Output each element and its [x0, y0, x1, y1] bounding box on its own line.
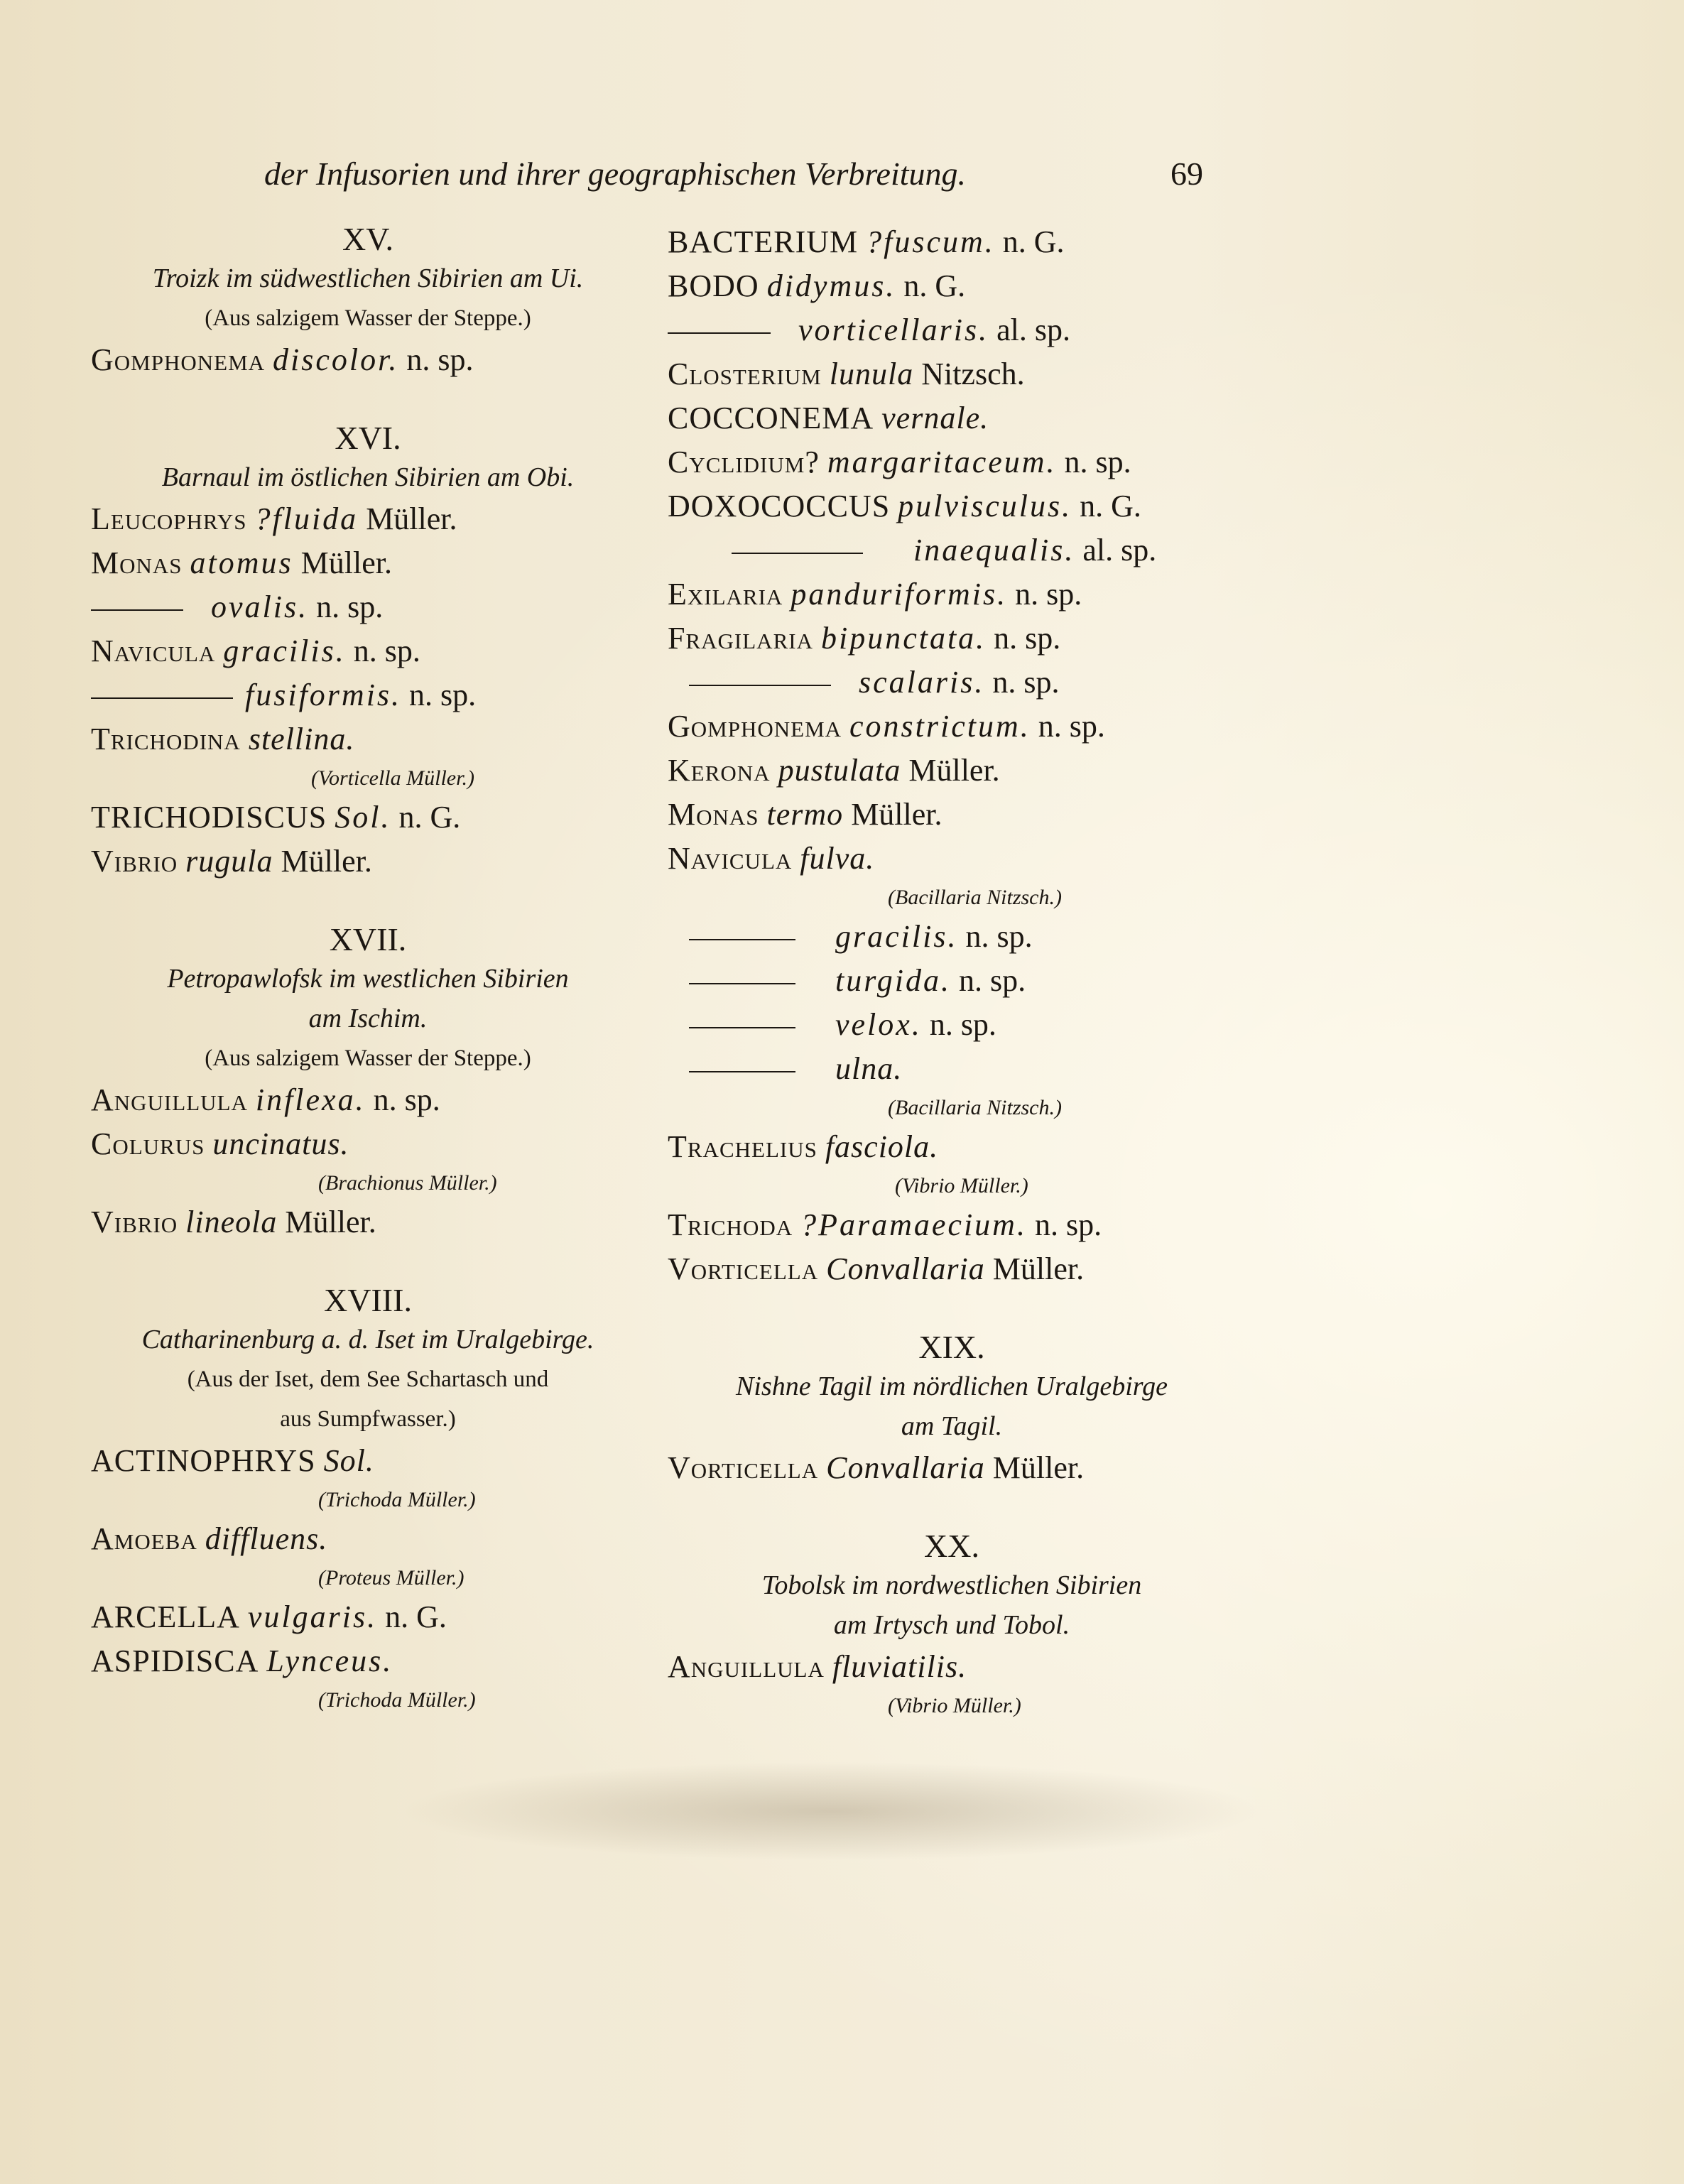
genus-name: Colurus [91, 1126, 205, 1161]
species-name: pulvisculus. [898, 489, 1072, 523]
genus-name: BODO [668, 268, 759, 303]
section-note: (Aus salzigem Wasser der Steppe.) [205, 1045, 531, 1071]
species-entry [668, 1247, 1236, 1291]
species-entry [668, 220, 1236, 264]
species-name: discolor. [273, 342, 399, 377]
species-entry [91, 1439, 645, 1483]
ditto-dash [689, 1071, 795, 1072]
authority: al. sp. [996, 313, 1070, 347]
species-name: panduriformis. [791, 577, 1008, 612]
species-name: vulgaris. [247, 1599, 378, 1634]
synonym-note: (Vorticella Müller.) [311, 766, 474, 790]
species-entry [668, 264, 1236, 308]
genus-name: Navicula [668, 841, 793, 876]
species-name: inaequalis. [913, 533, 1075, 567]
species-entry [91, 1517, 645, 1561]
species-entry [668, 1446, 1236, 1490]
genus-name: Trichodina [91, 722, 241, 756]
genus-name: BACTERIUM [668, 224, 859, 259]
authority: n. sp. [929, 1007, 996, 1042]
authority: Müller. [281, 844, 372, 879]
genus-name: Vorticella [668, 1251, 819, 1286]
authority: Müller. [366, 501, 457, 536]
species-entry [668, 484, 1236, 528]
species-entry [668, 837, 1236, 881]
section-numeral-xvi: XVI. [335, 420, 401, 456]
ditto-dash [689, 983, 795, 984]
species-name: termo [766, 797, 844, 832]
species-entry [668, 528, 1236, 572]
genus-name: ACTINOPHRYS [91, 1443, 316, 1478]
species-name: fasciola. [825, 1129, 939, 1164]
species-entry [668, 705, 1236, 749]
genus-name: Monas [91, 545, 183, 580]
authority: Müller. [300, 545, 392, 580]
authority: n. G. [903, 268, 966, 303]
species-name: Convallaria [826, 1450, 985, 1485]
synonym-note: (Vibrio Müller.) [888, 1694, 1021, 1717]
ditto-dash [91, 697, 233, 699]
ditto-dash [91, 609, 183, 611]
section-numeral-xx: XX. [924, 1528, 979, 1564]
genus-name: Cyclidium? [668, 445, 820, 479]
species-name: rugula [185, 844, 273, 879]
species-entry [91, 1200, 645, 1244]
species-name: margaritaceum. [827, 445, 1057, 479]
authority: n. sp. [1015, 577, 1082, 612]
authority: Nitzsch. [921, 357, 1025, 391]
species-entry [668, 1645, 1236, 1689]
species-name: fulva. [800, 841, 875, 876]
page-shadow [398, 1761, 1264, 1861]
species-name: vorticellaris. [798, 313, 989, 347]
species-entry [91, 673, 645, 717]
species-entry [668, 616, 1236, 661]
species-entry [668, 572, 1236, 616]
species-name: inflexa. [255, 1082, 366, 1117]
species-name: lunula [829, 357, 914, 391]
section-place: Barnaul im östlichen Sibirien am Obi. [161, 462, 575, 492]
authority: Müller. [908, 753, 1000, 788]
species-entry [668, 1047, 1236, 1091]
species-name: scalaris. [859, 665, 985, 700]
section-numeral-xvii: XVII. [329, 921, 407, 957]
species-name: Sol. [323, 1443, 374, 1478]
genus-name: Amoeba [91, 1521, 197, 1556]
species-entry [668, 1203, 1236, 1247]
species-entry [668, 352, 1236, 396]
authority: Müller. [992, 1450, 1085, 1485]
synonym-note: (Brachionus Müller.) [318, 1171, 497, 1195]
genus-name: ASPIDISCA [91, 1644, 259, 1678]
species-name: pustulata [778, 753, 901, 788]
authority: n. sp. [1064, 445, 1131, 479]
species-name: diffluens. [205, 1521, 328, 1556]
genus-name: ARCELLA [91, 1599, 240, 1634]
genus-name: DOXOCOCCUS [668, 489, 891, 523]
synonym-note: (Trichoda Müller.) [318, 1488, 476, 1511]
species-name: bipunctata. [820, 621, 987, 656]
synonym-note: (Proteus Müller.) [318, 1566, 465, 1590]
authority: n. sp. [353, 634, 420, 668]
section-place: Troizk im südwestlichen Sibirien am Ui. [152, 264, 584, 293]
genus-name: Kerona [668, 753, 771, 788]
genus-name: COCCONEMA [668, 401, 874, 435]
authority: n. sp. [406, 342, 474, 377]
section-note: (Aus der Iset, dem See Schartasch und [187, 1367, 549, 1392]
species-name: turgida. [835, 963, 951, 998]
species-entry [668, 959, 1236, 1003]
running-title: der Infusorien und ihrer geographischen Verbreitung. [264, 156, 967, 192]
synonym-note: (Trichoda Müller.) [318, 1688, 476, 1712]
genus-name: Monas [668, 797, 759, 832]
ditto-dash [689, 685, 831, 686]
species-entry [668, 1003, 1236, 1047]
page-number: 69 [1170, 156, 1203, 192]
species-entry [91, 629, 645, 673]
species-entry [91, 1639, 645, 1683]
species-entry [91, 795, 645, 840]
species-name: Sol. [335, 800, 391, 835]
species-name: stellina. [248, 722, 355, 756]
section-numeral-xviii: XVIII. [324, 1282, 412, 1318]
species-name: Lynceus. [266, 1644, 393, 1678]
species-name: lineola [185, 1205, 278, 1239]
species-name: constrictum. [849, 709, 1031, 744]
species-entry [91, 541, 645, 585]
species-name: fusiformis. [245, 678, 402, 712]
running-header [0, 155, 1684, 197]
section-place: am Ischim. [308, 1004, 428, 1033]
species-entry [668, 1125, 1236, 1169]
authority: n. G. [1080, 489, 1141, 523]
species-name: fluviatilis. [832, 1649, 967, 1684]
authority: n. G. [398, 800, 461, 835]
ditto-dash [668, 332, 771, 334]
species-name: vernale. [881, 401, 989, 435]
species-name: gracilis. [835, 919, 958, 954]
ditto-dash [732, 553, 863, 554]
species-entry [668, 661, 1236, 705]
genus-name: Leucophrys [91, 501, 247, 536]
species-entry [91, 1122, 645, 1166]
genus-name: Navicula [91, 634, 216, 668]
genus-name: Exilaria [668, 577, 783, 612]
species-entry [91, 497, 645, 541]
genus-name: Anguillula [668, 1649, 825, 1684]
authority: al. sp. [1082, 533, 1157, 567]
section-note: (Aus salzigem Wasser der Steppe.) [205, 305, 531, 331]
species-name: ?fuscum. [866, 224, 995, 259]
species-name: uncinatus. [212, 1126, 349, 1161]
authority: Müller. [285, 1205, 376, 1239]
genus-name: Vorticella [668, 1450, 819, 1485]
species-name: ovalis. [211, 590, 309, 624]
section-numeral-xix: XIX. [918, 1329, 985, 1365]
synonym-note: (Bacillaria Nitzsch.) [888, 1096, 1062, 1119]
ditto-dash [689, 939, 795, 940]
species-entry [91, 1595, 645, 1639]
species-entry [91, 585, 645, 629]
species-entry [668, 749, 1236, 793]
section-place: am Tagil. [901, 1411, 1003, 1441]
section-note: aus Sumpfwasser.) [280, 1406, 456, 1432]
authority: n. G. [1002, 224, 1065, 259]
species-name: gracilis. [223, 634, 346, 668]
left-column [91, 220, 645, 1717]
genus-name: Vibrio [91, 1205, 178, 1239]
species-entry [91, 717, 645, 761]
genus-name: Trachelius [668, 1129, 817, 1164]
genus-name: Gomphonema [668, 709, 842, 744]
species-name: atomus [190, 545, 293, 580]
synonym-note: (Vibrio Müller.) [895, 1174, 1028, 1197]
genus-name: Anguillula [91, 1082, 248, 1117]
species-name: ulna. [835, 1051, 903, 1086]
species-name: Convallaria [826, 1251, 985, 1286]
section-place: Catharinenburg a. d. Iset im Uralgebirge. [141, 1325, 594, 1354]
genus-name: Fragilaria [668, 621, 813, 656]
species-name: velox. [835, 1007, 922, 1042]
authority: n. sp. [958, 963, 1026, 998]
species-entry [91, 840, 645, 884]
species-entry [668, 915, 1236, 959]
section-place: Petropawlofsk im westlichen Sibirien [167, 964, 569, 994]
section-place: Tobolsk im nordwestlichen Sibirien [761, 1570, 1142, 1600]
genus-name: Vibrio [91, 844, 178, 879]
species-entry [668, 308, 1236, 352]
synonym-note: (Bacillaria Nitzsch.) [888, 886, 1062, 909]
authority: n. G. [385, 1599, 447, 1634]
species-entry [668, 440, 1236, 484]
section-place: am Irtysch und Tobol. [833, 1610, 1070, 1640]
authority: Müller. [851, 797, 943, 832]
authority: Müller. [992, 1251, 1085, 1286]
species-name: didymus. [766, 268, 896, 303]
authority: n. sp. [1034, 1207, 1102, 1242]
authority: n. sp. [965, 919, 1033, 954]
species-name: ?fluida [254, 501, 359, 536]
authority: n. sp. [373, 1082, 440, 1117]
authority: n. sp. [992, 665, 1060, 700]
ditto-dash [689, 1027, 795, 1028]
authority: n. sp. [1038, 709, 1105, 744]
genus-name: Closterium [668, 357, 822, 391]
genus-name: TRICHODISCUS [91, 800, 327, 835]
authority: n. sp. [994, 621, 1061, 656]
authority: n. sp. [409, 678, 477, 712]
section-numeral-xv: XV. [342, 221, 393, 257]
genus-name: Gomphonema [91, 342, 266, 377]
authority: n. sp. [316, 590, 384, 624]
species-entry [668, 793, 1236, 837]
right-column [668, 220, 1236, 1723]
species-entry [91, 338, 645, 382]
species-name: ?Paramaecium. [800, 1207, 1027, 1242]
genus-name: Trichoda [668, 1207, 793, 1242]
section-place: Nishne Tagil im nördlichen Uralgebirge [736, 1371, 1168, 1401]
species-entry [91, 1078, 645, 1122]
species-entry [668, 396, 1236, 440]
